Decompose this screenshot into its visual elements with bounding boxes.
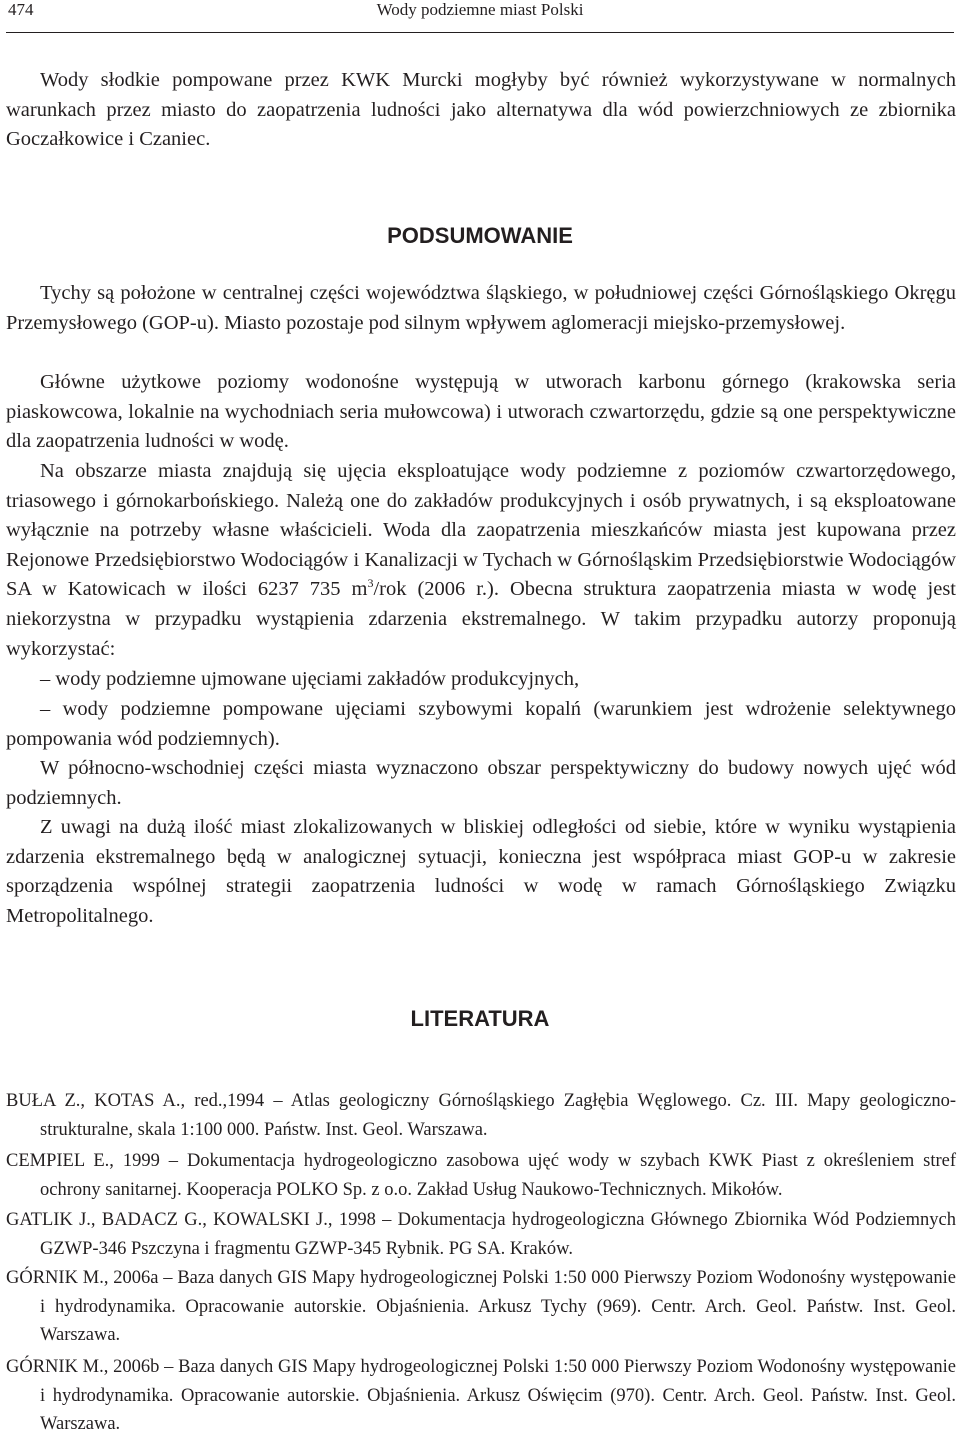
summary-paragraph-3-text-a: Na obszarze miasta znajdują się ujęcia eksploatujące wody podziemne z poziomów czwartorzędowego, triasowego i górnokarbońskiego. Należą one do zakładów produkcyjnych i osób prywatnych, i są eksploatowane wyłącznie na potrzeby własne właścicieli. Woda dla zaopatrzenia mieszkańców miasta jest kupowana przez Rejonowe Przedsiębiorstwo Wodociągów i Kanalizacji w Tychach w Górnośląskim Przedsiębiorstwie Wodociągów SA w Katowicach w ilości 6237 735 m — [6, 460, 956, 601]
reference-2: CEMPIEL E., 1999 – Dokumentacja hydrogeologiczno zasobowa ujęć wody w szybach KWK Piast z określeniem stref ochrony sanitarnej. Kooperacja POLKO Sp. z o.o. Zakład Usług Naukowo-Technicznych. Mikołów. — [6, 1151, 956, 1200]
dash-item-1: – wody podziemne ujmowane ujęciami zakładów produkcyjnych, — [40, 668, 580, 690]
reference-5: GÓRNIK M., 2006b – Baza danych GIS Mapy hydrogeologicznej Polski 1:50 000 Pierwszy Poziom Wodonośny występowanie i hydrodynamika. Opracowanie autorskie. Objaśnienia. Arkusz Oświęcim (970). Centr. Arch. Geol. Państw. Inst. Geol. Warszawa. — [6, 1357, 956, 1434]
summary-heading: PODSUMOWANIE — [387, 223, 573, 248]
intro-paragraph: Wody słodkie pompowane przez KWK Murcki mogłyby być również wykorzystywane w normalnych warunkach przez miasto do zaopatrzenia ludności jako alternatywa dla wód powierzchniowych ze zbiornika Goczałkowice i Czaniec. — [6, 69, 956, 151]
summary-paragraph-4: W północno-wschodniej części miasta wyznaczono obszar perspektywiczny do budowy nowych ujęć wód podziemnych. — [6, 757, 956, 809]
summary-paragraph-5: Z uwagi na dużą ilość miast zlokalizowanych w bliskiej odległości od siebie, które w wyniku wystąpienia zdarzenia ekstremalnego będą w analogicznej sytuacji, konieczna jest współpraca miast GOP-u w zakresie sporządzenia wspólnej strategii zaopatrzenia ludności w wodę w ramach Górnośląskiego Związku Metropolitalnego. — [6, 816, 956, 927]
running-title: Wody podziemne miast Polski — [376, 0, 584, 19]
reference-4: GÓRNIK M., 2006a – Baza danych GIS Mapy hydrogeologicznej Polski 1:50 000 Pierwszy Poziom Wodonośny występowanie i hydrodynamika. Opracowanie autorskie. Objaśnienia. Arkusz Tychy (969). Centr. Arch. Geol. Państw. Inst. Geol. Warszawa. — [6, 1268, 956, 1345]
superscript-3: 3 — [367, 576, 374, 591]
summary-paragraph-1: Tychy są położone w centralnej części województwa śląskiego, w południowej części Górnośląskiego Okręgu Przemysłowego (GOP-u). Miasto pozostaje pod silnym wpływem aglomeracji miejsko-przemysłowej. — [6, 282, 956, 334]
summary-paragraph-3-text-b: /rok (2006 r.). Obecna struktura zaopatrzenia miasta w wodę jest niekorzystna w przypadku wystąpienia zdarzenia ekstremalnego. W takim przypadku autorzy proponują wykorzystać: — [6, 578, 956, 660]
summary-paragraph-2: Główne użytkowe poziomy wodonośne występują w utworach karbonu górnego (krakowska seria piaskowcowa, lokalnie na wychodniach seria mułowcowa) i utworach czwartorzędu, gdzie są one perspektywiczne dla zaopatrzenia ludności w wodę. — [6, 371, 956, 453]
running-header — [6, 0, 954, 33]
reference-1: BUŁA Z., KOTAS A., red.,1994 – Atlas geologiczny Górnośląskiego Zagłębia Węglowego. Cz. III. Mapy geologiczno-strukturalne, skala 1:100 000. Państw. Inst. Geol. Warszawa. — [6, 1091, 956, 1140]
page-number: 474 — [8, 0, 34, 19]
literature-heading: LITERATURA — [410, 1006, 550, 1031]
reference-3: GATLIK J., BADACZ G., KOWALSKI J., 1998 – Dokumentacja hydrogeologiczna Głównego Zbiornika Wód Podziemnych GZWP-346 Pszczyna i fragmentu GZWP-345 Rybnik. PG SA. Kraków. — [6, 1210, 956, 1259]
summary-paragraph-3 — [6, 457, 956, 664]
dash-item-2: – wody podziemne pompowane ujęciami szybowymi kopalń (warunkiem jest wdrożenie selektywnego pompowania wód podziemnych). — [6, 698, 956, 750]
